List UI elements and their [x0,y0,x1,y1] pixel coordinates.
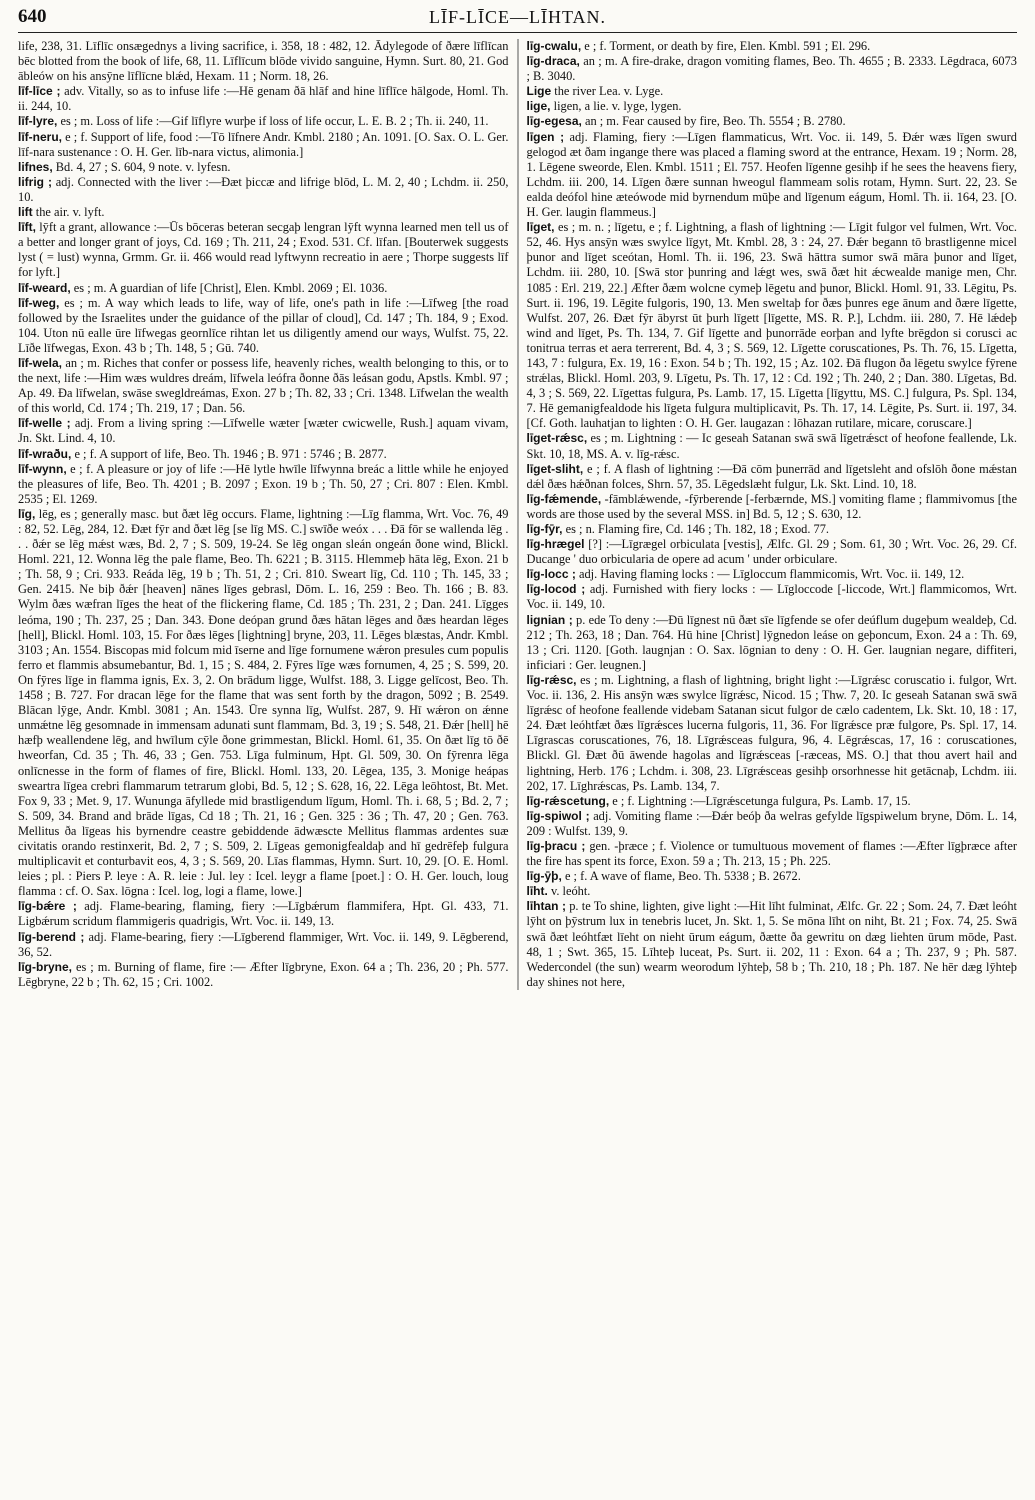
entry-headword: līget, [526,220,555,235]
entry-definition: adj. Furnished with fiery locks : — Līgloccode [-liccode, Wrt.] flammicomos, Wrt. Voc. ii. 149, 10. [526,582,1017,612]
entry-headword: līf-līce ; [18,84,61,99]
entry-definition: an ; m. Fear caused by fire, Beo. Th. 5554 ; B. 2780. [584,114,846,129]
dictionary-entry [527,220,1018,431]
dictionary-entry [18,930,509,960]
dictionary-entry [527,54,1018,84]
entry-definition: adj. Flaming, fiery :—Līgen flammaticus, Wrt. Voc. ii. 149, 5. Ðǽr wæs līgen swurd gelogod æt ðam ingange there was placed a flaming sword at the entrance, Hexam. 19 ; Norm. 28, 1. Lēgene sweorde, Elen. Kmbl. 1511 ; El. 757. Heofen līgenne gesihþ if he sees the heavens fiery, Lchdm. iii. 200, 14. Līgen ðære sunnan hweogul flammeam solis rotam, Hymn. Surt. 22, 23. Se ealda deófol hine æteówode mid byrnendum mūþe and līgenum eágum, Homl. Th. ii. 164, 23. [O. H. Ger. laugin flammeus.] [526,129,1018,220]
entry-headword: līf-welle ; [18,416,71,431]
entry-definition: [?] :—Līgrægel orbiculata [vestis], Ælfc. Gl. 29 ; Som. 61, 30 ; Wrt. Voc. 26, 29. Cf. Ducange ' duo orbicularia de opere ad acum ' under orbiculare. [526,537,1017,567]
entry-headword: līf-wynn, [18,461,67,476]
dictionary-entry [527,537,1018,567]
entry-definition: adj. Flame-bearing, flaming, fiery :—Līgbǽrum flammifera, Hpt. Gl. 433, 71. Ligbǽrum scridum flammigeris quadrigis, Wrt. Voc. ii. 149, 13. [18,899,509,929]
page-number: 640 [18,6,47,27]
entry-definition: e ; f. A wave of flame, Beo. Th. 5338 ; B. 2672. [564,869,801,884]
dictionary-entry [527,130,1018,221]
entry-headword: līgen ; [526,129,565,144]
entry-headword: lift [18,205,33,220]
entry-definition: adj. Having flaming locks : — Līgloccum flammicomis, Wrt. Voc. ii. 149, 12. [578,567,965,582]
entry-headword: līg-draca, [526,54,580,69]
entry-definition: Bd. 4, 27 ; S. 604, 9 note. v. lyfesn. [55,159,231,174]
entry-headword: līget-rǽsc, [526,431,588,446]
entry-headword: lifnes, [18,159,53,174]
dictionary-entry [527,673,1018,794]
dictionary-entry [527,809,1018,839]
entry-definition: lȳft a grant, allowance :—Ūs bōceras beteran secgaþ lengran lȳft wynna learned men tell us of a better and longer grant of joys, Cd. 169 ; Th. 211, 24 ; Exod. 531. Cf. līfan. [Bouterwek suggests lyst ( = lust) wynna, Grmm. Gr. ii. 466 would read lyftwynn recreatio in aere ; Thorpe suggests līf for lyft.] [18,220,509,280]
dictionary-entry [18,39,509,84]
dictionary-entry [18,356,509,416]
entry-headword: līf-weg, [18,295,60,310]
entry-headword: līg-egesa, [526,114,582,129]
dictionary-entry [18,507,509,899]
dictionary-entry [527,84,1018,99]
page-title: LĪF-LĪCE—LĪHTAN. [428,7,607,27]
dictionary-entry [527,613,1018,673]
columns [18,39,1017,990]
dictionary-entry [18,175,509,205]
entry-definition: ligen, a lie. v. lyge, lygen. [553,99,682,114]
left-column [18,39,509,990]
dictionary-entry [527,114,1018,129]
dictionary-entry [527,884,1018,899]
dictionary-entry [18,114,509,129]
entry-headword: līf-wela, [18,355,63,370]
entry-definition: es ; m. Lightning : — Ic geseah Satanan swā swā līgetrǽsct of heofone feallende, Lk. Skt. 10, 18, MS. A. v. līg-rǽsc. [526,431,1017,461]
entry-definition: life, 238, 31. Līflīc onsægednys a living sacrifice, i. 358, 18 : 482, 12. Ādylegode of ðære līflīcan bēc blotted from the book of life, 68, 11. Līflīcum blōde vivido sanguine, Hymn. Surt. 80, 21. God ābleów on his ansȳne līflīcne blǽd, Hexam. 11 ; Norm. 18, 26. [18,39,509,84]
dictionary-entry [18,160,509,175]
entry-headword: līg-bǽre ; [18,899,77,914]
entry-headword: līg-hrægel [526,537,585,552]
entry-headword: lignian ; [526,612,573,627]
dictionary-entry [527,839,1018,869]
entry-headword: lifrig ; [18,174,52,189]
entry-headword: līg-berend ; [18,929,85,944]
entry-headword: lige, [526,99,551,114]
right-column [527,39,1018,990]
entry-definition: adj. From a living spring :—Līfwelle wæter [wæter cwicwelle, Rush.] aquam vivam, Jn. Skt. Lind. 4, 10. [18,416,509,446]
entry-definition: es ; m. Loss of life :—Gif līflyre wurþe if loss of life occur, L. E. B. 2 ; Th. ii. 240, 11. [60,114,489,129]
dictionary-entry [18,84,509,114]
entry-headword: līg-locc ; [526,567,576,582]
dictionary-entry [527,522,1018,537]
dictionary-entry [18,220,509,280]
entry-headword: līg-bryne, [18,959,73,974]
entry-definition: the air. v. lyft. [35,205,105,220]
entry-definition: v. leóht. [550,884,591,899]
entry-headword: līg-þracu ; [526,838,586,853]
dictionary-entry [527,869,1018,884]
entry-definition: es ; m. n. ; līgetu, e ; f. Lightning, a flash of lightning :— Līgit fulgor vel fulmen, Wrt. Voc. 52, 46. Hys ansȳn wæs swylce līgyt, Mt. Kmbl. 28, 3 : 24, 27. Ðǽr begann tō brastligenne micel þunor and līget sceótan, Homl. Th. ii. 196, 23. Swā hāttra sumor swā māra þunor and līget, Lchdm. iii. 280, 10. [Swā stor þunring and lǽgt wes, swā ðæt hit ǽcwealde manige men, Chr. 1085 : Erl. 219, 22.] Æfter ðæm wolcne cymeþ lēgetu and þunor, Blickl. Homl. 91, 33. Lēgitu, Ps. Surt. ii. 196, 19. Lēgite fulgoris, 190, 13. Men sweltaþ for ðæs þunres ege ānum and ðære līgette, Wulfst. 207, 26. Ðæt fȳr ābyrst ūt þurh līgett [līgette, MS. R. P.], Lchdm. iii. 280, 7. Hē lǽdeþ wind and līget, Ps. Th. 134, 7. Gif līgette and þunorrāde eorþan and lyfte brēgdon si corusci ac tonitrua terras et aera terrerent, Bd. 4, 3 ; S. 569, 12. Līgette coruscationes, Ps. Th. 76, 15. Līgetta, 143, 7 : fulgura, Ex. 19, 16 : Exon. 54 b ; Th. 192, 15 ; Az. 102. Ðā flugon ða lēgetu swylce fȳrene strǽlas, Blickl. Homl. 203, 9. Līgetu, Ps. Th. 17, 12 : Cd. 192 ; Th. 240, 2 ; Dan. 380. Līgetas, Bd. 4, 3 ; S. 569, 22. Līgettas fulgura, Ps. Lamb. 17, 15. Līgetta [līgyttu, MS. C.] fulgura, Ps. Spl. 134, 7. Hē gemanigfealdode his līgeta fulgura multiplicavit, Ps. Th. 17, 14. Lēgite, Ps. Surt. ii. 197, 34. [Cf. Goth. lauhatjan to lighten : O. H. Ger. laugazan : lōhazan rutilare, micare, coruscare.] [526,220,1017,431]
entry-definition: an ; m. Riches that confer or possess life, heavenly riches, wealth belonging to this, or to the next, life :—Him wæs wuldres dreám, līfwela leófra ðonne ðās leásan godu, Apstls. Kmbl. 97 ; Ap. 49. Ða līfwelan, swāse swegldreámas, Exon. 27 b ; Th. 82, 33 ; Cri. 1348. Līfwelan the wealth of this world, Cd. 174 ; Th. 219, 17 ; Dan. 56. [18,355,509,416]
entry-headword: Lige [526,84,552,99]
entry-headword: līg-rǽsc, [526,672,577,687]
dictionary-entry [527,899,1018,990]
dictionary-entry [18,447,509,462]
dictionary-entry [527,567,1018,582]
dictionary-entry [527,582,1018,612]
dictionary-entry [18,281,509,296]
dictionary-entry [18,899,509,929]
entry-headword: līget-sliht, [526,461,584,476]
entry-definition: e ; f. A pleasure or joy of life :—Hē lytle hwīle līfwynna breác a little while he enjoyed the pleasures of life, Beo. Th. 4201 ; B. 2097 ; Exon. 19 b ; Th. 50, 27 ; Cri. 807 : Elen. Kmbl. 2535 ; El. 1269. [18,461,509,506]
entry-definition: p. te To shine, lighten, give light :—Hit līht fulminat, Ælfc. Gr. 22 ; Som. 24, 7. Ðæt leóht lȳht on þȳstrum lux in tenebris lucet, Jn. Skt. 1, 5. Se mōna līht on niht, Bt. 21 ; Fox. 74, 25. Swā swā ðæt leóhtfæt līeht on nieht ūrum eágum, ðætte ða gewritu on dæg liehten ūrum mōde, Past. 48, 1 ; Swt. 365, 15. Līhteþ luceat, Ps. Surt. ii. 202, 11 : Exon. 64 a ; Th. 237, 9 ; Ph. 587. Wedercondel (the sun) wearm weorodum lȳhteþ, 58 b ; Th. 210, 18 ; Ph. 187. Ne hēr dæg lȳhteþ day shines not here, [526,899,1017,989]
dictionary-entry [18,296,509,356]
entry-headword: līg-ȳþ, [526,869,562,884]
entry-definition: lēg, es ; generally masc. but ðæt lēg occurs. Flame, lightning :—Līg flamma, Wrt. Voc. 76, 49 : 82, 52. Lēg, 284, 12. Ðæt fȳr and ðæt lēg [se līg MS. C.] swīðe weóx . . . Ðā fōr se wallenda lēg . . . ðǽr se lēg mǽst wæs, Bd. 2, 7 ; S. 509, 19-24. Se lēg ongan sleán ongeán ðone wind, Blickl. Homl. 221, 12. Wonna lēg the pale flame, Beo. Th. 6221 ; B. 3115. Hlemmeþ hāta lēg, Exon. 21 b ; Th. 58, 9 ; Cri. 933. Reáda lēg, 19 b ; Th. 51, 2 ; Cri. 810. Sweart līg, Cd. 110 ; Th. 145, 33 ; Gen. 2415. Ne biþ ðǽr [heaven] nānes līges gebrasl, Dōm. L. 16, 259 : Beo. Th. 166 ; B. 83. Wylm ðæs wæfran līges the heat of the flickering flame, Cd. 185 ; Th. 231, 2 ; Dan. 241. Līgges leóma, 190 ; Th. 237, 25 ; Dan. 343. Ðone deópan grund ðæs hātan lēges and ðæs heardan lēges [hell], Blickl. Homl. 103, 15. For ðæs lēges [lightning] bryne, 203, 11. Lēges blæstas, Andr. Kmbl. 3103 ; An. 1554. Biscopas mid folcum mid īserne and līge fornumene wǽron presules cum populis ferro et flammis absumebantur, Bd. 1, 15 ; S. 484, 2. Fȳres līge wæs fornumen, 4, 25 ; S. 599, 20. On fȳres līge in flamma ignis, Ex. 3, 2. On brādum ligge, Wulfst. 188, 3. Ligge gelīcost, Beo. Th. 1458 ; B. 727. For dracan lēge for the flame that was sent forth by the dragon, 5092 ; B. 2549. Blācan lȳge, Andr. Kmbl. 3081 ; An. 1543. Ūre synna līg, Wulfst. 287, 9. Hī wǽron on ǽnne unmǽtne lēg gesomnade in immensam adunati sunt flammam, Bd. 3, 19 ; S. 548, 21. Ðǽr [hell] hē hæfþ weallendene lēg, and hwīlum cȳle ðone grimmestan, Blickl. Homl. 61, 35. On ðæt līg tō ðē hweorfan, Cd. 35 ; Th. 46, 33 ; Gen. 753. Līga fulminum, Hpt. Gl. 509, 30. On fȳrenra lēga onlīcnesse in the form of flames of fire, Blickl. Homl. 133, 20. Lēgea, 135, 3. Monige heápas sweartra līgea crebri flammarum tetrarum globi, Bd. 5, 12 ; S. 628, 16, 22. Lēga leōhtost, Bt. Met. Fox 9, 33 ; Met. 9, 17. Wununga āfyllede mid brastligendum līgum, Homl. Th. i. 68, 5 ; Bd. 2, 7 ; S. 509, 34. Brand and brāde līgas, Cd 18 ; Th. 21, 16 ; Gen. 325 : 36 ; Th. 47, 20 ; Gen. 763. Mellitus ða līgeas his byrnendre ceastre gebiddende ādwæscte Mellitus flammas ardentes suæ civitatis orando restinxerit, Bd. 2, 7 ; S. 509, 2. Līgeas gemonigfealdaþ and hī gedrēfeþ fulgura multiplicavit et conturbavit eos, 4, 3 ; S. 569, 20. Līas flammas, Hymn. Surt. 10, 29. [O. E. Homl. leies ; pl. : Piers P. leye : A. R. leie : Jul. ley : Icel. leygr a flame [poet.] : O. H. Ger. louch, loug flamma : cf. O. Sax. lōgna : Icel. log, logi a flame, lowe.] [18,506,509,899]
entry-headword: līg, [18,506,36,521]
entry-headword: līg-fȳr, [526,522,563,536]
entry-headword: līft, [18,220,36,235]
dictionary-entry [18,416,509,446]
dictionary-entry [18,130,509,160]
entry-headword: līf-weard, [18,280,71,295]
entry-definition: es ; m. Lightning, a flash of lightning, bright light :—Līgrǽsc coruscatio i. fulgor, Wrt. Voc. ii. 136, 2. His ansȳn wæs swylce līgrǽsc, Nicod. 15 ; Thw. 7, 20. Ic geseah Satanan swā swā līgrǽsc of heofone feallende videbam Satanan sicut fulgor de cælo cadentem, Lk. Skt. 10, 18 : 17, 24. Ðæt leóhtfæt ðæs līgrǽsces lucerna fulgoris, 11, 36. For līgrǽsce præ fulgore, Ps. Spl. 17, 14. Līgrascas coruscationes, 76, 18. Līgrǽsceas fulgura, 96, 4. Lēgrǽscas, 17, 16 : coruscationes, Blickl. Gl. Ðæt ðū āwende hagolas and līgrǽsceas [-ræceas, MS. O.] that thou avert hail and lightning, Herb. 176 ; Lchdm. i. 308, 23. Līgrǽsceas gesihþ orsorhnesse hit getācnaþ, Lchdm. iii. 202, 17. Līghrǽscas, Ps. Lamb. 134, 7. [526,672,1017,793]
entry-headword: līhtan ; [526,899,566,914]
entry-definition: an ; m. A fire-drake, dragon vomiting flames, Beo. Th. 4655 ; B. 2333. Lēgdraca, 6073 ; B. 3040. [526,54,1017,84]
entry-definition: adj. Connected with the liver :—Ðæt þiccæ and lifrige blōd, L. M. 2, 40 ; Lchdm. ii. 250, 10. [18,174,509,204]
entry-definition: es ; n. Flaming fire, Cd. 146 ; Th. 182, 18 ; Exod. 77. [565,522,830,536]
entry-headword: līg-fǽmende, [526,491,602,506]
entry-headword: līg-cwalu, [526,39,582,53]
entry-headword: līf-lyre, [18,114,58,129]
entry-definition: es ; m. A guardian of life [Christ], Elen. Kmbl. 2069 ; El. 1036. [73,280,388,295]
entry-definition: e ; f. Lightning :—Līgrǽscetunga fulgura, Ps. Lamb. 17, 15. [612,793,911,808]
entry-definition: -fāmblǽwende, -fȳrberende [-ferbærnde, MS.] vomiting flame ; flammivomus [the words are those used by the several MSS. in] Bd. 5, 12 ; S. 630, 12. [526,491,1017,521]
entry-definition: e ; f. A flash of lightning :—Ðā cōm þunerrād and līgetsleht and ofslōh ðone mǽstan dǽl ðæs hǽðnan folces, Shrn. 57, 35. Lēgedslæht fulgur, Lk. Skt. Lind. 10, 18. [526,461,1017,491]
page-header [18,6,1017,33]
entry-definition: e ; f. A support of life, Beo. Th. 1946 ; B. 971 : 5746 ; B. 2877. [74,446,387,461]
entry-definition: gen. -þræce ; f. Violence or tumultuous movement of flames :—Æfter līgþræce after the fire has spent its force, Exon. 59 a ; Th. 213, 15 ; Ph. 225. [526,838,1017,869]
dictionary-entry [527,492,1018,522]
dictionary-entry [527,39,1018,54]
dictionary-entry [18,960,509,990]
dictionary-entry [18,205,509,220]
entry-headword: līg-spiwol ; [526,808,590,823]
entry-definition: p. ede To deny :—Ðū līgnest nū ðæt sīe līgfende se ofer deúflum dugeþum wealdeþ, Cd. 212 ; Th. 263, 18 ; Dan. 764. Hū hine [Christ] lȳgnedon leáse on geþoncum, Exon. 24 a : Th. 69, 13 ; Cri. 1120. [Goth. laugnjan : O. Sax. lōgnian to deny : O. H. Ger. laugnian negare, diffiteri, inficiari : Ger. leugnen.] [526,612,1017,672]
dictionary-entry [527,462,1018,492]
entry-definition: the river Lea. v. Lyge. [554,84,664,99]
entry-headword: līf-wraðu, [18,446,72,461]
entry-definition: e ; f. Torment, or death by fire, Elen. Kmbl. 591 ; El. 296. [584,39,871,53]
entry-headword: līg-locod ; [526,582,586,597]
entry-headword: līht. [526,884,548,899]
column-divider [517,39,518,990]
entry-definition: e ; f. Support of life, food :—Tō līfnere Andr. Kmbl. 2180 ; An. 1091. [O. Sax. O. L. Ger. līf-nara sustenance : O. H. Ger. līb-nara victus, alimonia.] [18,129,509,159]
entry-definition: es ; m. Burning of flame, fire :— Æfter līgbryne, Exon. 64 a ; Th. 236, 20 ; Ph. 577. Lēgbryne, 22 b ; Th. 62, 15 ; Cri. 1002. [18,959,509,989]
entry-headword: līg-rǽscetung, [526,793,610,808]
dictionary-entry [527,794,1018,809]
entry-definition: es ; m. A way which leads to life, way of life, one's path in life :—Līfweg [the road followed by the Israelites under the guidance of the pillar of cloud], Cd. 147 ; Th. 184, 9 ; Exod. 104. Uton nū ealle ūre līfwegas geornlīce rihtan let us diligently amend our ways, Wulfst. 75, 22. Līðe līfwegas, Exon. 43 b ; Th. 148, 5 ; Gū. 740. [18,295,509,355]
entry-definition: adv. Vitally, so as to infuse life :—Hē genam ðā hlāf and hine līflīce hālgode, Homl. Th. ii. 244, 10. [18,84,509,114]
entry-headword: līf-neru, [18,129,62,144]
dictionary-entry [18,462,509,507]
dictionary-entry [527,99,1018,114]
dictionary-entry [527,431,1018,461]
entry-definition: adj. Vomiting flame :—Ðǽr beóþ ða welras gefylde līgspiwelum bryne, Dōm. L. 14, 209 : Wulfst. 139, 9. [526,808,1017,838]
entry-definition: adj. Flame-bearing, fiery :—Līgberend flammiger, Wrt. Voc. ii. 149, 9. Lēgberend, 36, 52. [18,929,509,959]
